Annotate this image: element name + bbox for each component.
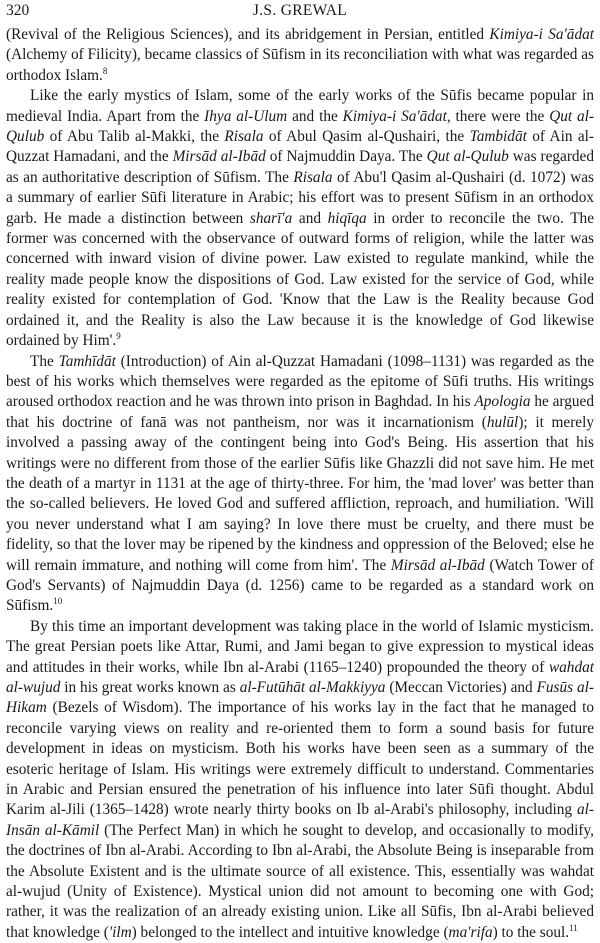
text-run: ) belonged to the intellect and intuitive knowledge ( xyxy=(131,923,449,941)
text-run: Like the early mystics of Islam, some of the early works of the Sūfis became popular in medieval India. Apart from the xyxy=(6,87,594,125)
text-run: was regarded as an authoritative description of Sūfism. The xyxy=(6,148,594,186)
text-run: , there were the xyxy=(446,107,550,125)
text-run: The xyxy=(30,352,59,370)
body-text xyxy=(6,25,594,943)
paragraph xyxy=(6,617,594,943)
italic-title: Qut al-Qulub xyxy=(426,148,509,166)
italic-title: Qut al-Qulub xyxy=(6,107,595,146)
italic-title: Ihya al-Ulum xyxy=(204,107,288,125)
text-run: (Revival of the Religious Sciences), and its abridgement in Persian, entitled xyxy=(6,26,490,43)
italic-title: Kimiya-i Sa'ādat xyxy=(342,107,447,125)
text-run: of Abu Talib al-Makki, the xyxy=(44,128,225,146)
text-run: of Ain al-Quzzat Hamadani, and the xyxy=(6,128,594,166)
text-run: in order to reconcile the two. The former was concerned with the observance of outward forms of religion, while the latter was concerned with inward vision of divine power. Law existed to regulate mankind, while the reality made people know the dispositions of God. Law existed for the service of God, while reality existed for contemplation of God. 'Know that the Law is the Reality because God ordained it, and the Reality is also the Law because it is the knowledge of God likewise ordained by Him'. xyxy=(6,209,594,350)
italic-title: Apologia xyxy=(474,393,531,411)
italic-title: Risala xyxy=(224,128,264,146)
italic-title: wahdat al-wujud xyxy=(6,658,594,696)
italic-title: Risala xyxy=(293,168,333,186)
italic-title: ma'rifa xyxy=(448,923,493,941)
italic-title: Tambidāt xyxy=(469,128,527,146)
paragraph xyxy=(6,86,594,351)
italic-title: Fusūs al-Hikam xyxy=(6,679,594,717)
page-header xyxy=(6,2,594,24)
text-run: (Watch Tower of God's Servants) of Najmuddin Daya (d. 1256) came to be regarded as a standard work on Sūfism. xyxy=(6,556,594,615)
text-run: ) to the soul. xyxy=(492,923,570,941)
text-run: in his great works known as xyxy=(60,679,240,696)
footnote-marker: 10 xyxy=(53,596,63,607)
text-run: ); it merely involved a passing away of the contingent being into God's Being. His assertion that his writings were no different from those of the earlier Sūfis like Ghazzli did not save him. He met the death of a martyr in 1131 at the age of thirty-three. For him, the 'mad lover' was better than the so-called believers. He loved God and suffered affliction, reproach, and humiliation. 'Will you never understand what I am saying? In love there must be cruelty, and there must be fidelity, so that the lover may be ripened by the kindness and oppression of the Beloved; else he will remain immature, and nothing will come from him'. The xyxy=(6,413,594,574)
paragraph xyxy=(6,25,594,86)
italic-title: hiqīqa xyxy=(327,209,367,227)
text-run: of Abu'l Qasim al-Qushairi (d. 1072) was a summary of earlier Sūfi literature in Arabic; his effort was to present Sūfism in an orthodox garb. He made a distinction between xyxy=(6,168,594,227)
text-run: and the xyxy=(287,107,343,125)
text-run: of Abul Qasim al-Qushairi, the xyxy=(263,128,470,146)
text-run: (The Perfect Man) in which he sought to develop, and occasionally to modify, the doctrines of Ibn al-Arabi. According to Ibn al-Arabi, the Absolute Being is inseparable from the Absolute Existent and is the ultimate source of all existence. This, essentially was wahdat al-wujud (Unity of Existence). Mystical union did not amount to becoming one with God; rather, it was the realization of an already existing union. Like all Sūfis, Ibn al-Arabi believed that knowledge ( xyxy=(6,821,594,941)
text-run: (Meccan Victories) and xyxy=(385,679,537,696)
text-run: of Najmuddin Daya. The xyxy=(265,148,427,166)
italic-title: sharī'a xyxy=(249,209,293,227)
footnote-marker: 11 xyxy=(569,922,578,933)
italic-title: al-Futūhāt al-Makkiyya xyxy=(239,679,386,696)
italic-title: al-Insān al-Kāmil xyxy=(6,801,594,839)
italic-title: hulūl xyxy=(486,413,519,431)
text-run: (Bezels of Wisdom). The importance of his works lay in the fact that he managed to reconcile varying views on reality and re-oriented them to form a sound basis for future development in ideas on mysticism. Both his works have been seen as a summary of the esoteric heritage of Islam. His writings were extremely difficult to understand. Commentaries in Arabic and Persian ensured the penetration of his influence into later Sūfi thought. Abdul Karim al-Jili (1365–1428) wrote nearly thirty books on Ib al-Arabi's philosophy, including xyxy=(6,699,594,819)
running-head: J.S. GREWAL xyxy=(252,2,348,19)
italic-title: Tamhīdāt xyxy=(58,352,116,370)
text-run: and xyxy=(292,209,328,227)
italic-title: Mirsād al-Ibād xyxy=(390,556,485,574)
italic-title: Kimiya-i Sa'ādat xyxy=(489,26,594,43)
text-run: he argued that his doctrine of fanā was not pantheism, nor was it incarnationism ( xyxy=(6,393,594,431)
text-run: (Introduction) of Ain al-Quzzat Hamadani (1098–1131) was regarded as the best of his works which themselves were regarded as the epitome of Sūfi truths. His writings aroused orthodox reaction and he was thrown into prison in Baghdad. In his xyxy=(6,352,594,411)
italic-title: 'ilm xyxy=(108,923,132,941)
page-number: 320 xyxy=(6,2,30,19)
footnote-marker: 8 xyxy=(102,65,108,76)
paragraph xyxy=(6,352,594,617)
text-run: By this time an important development was taking place in the world of Islamic mysticism. The great Persian poets like Attar, Rumi, and Jami began to give expression to mystical ideas and attitudes in their works, while Ibn al-Arabi (1165–1240) propounded the theory of xyxy=(6,617,594,676)
italic-title: Mirsād al-Ibād xyxy=(172,148,266,166)
text-run: (Alchemy of Filicity), became classics of Sūfism in its reconciliation with what was regarded as orthodox Islam. xyxy=(6,46,594,84)
footnote-marker: 9 xyxy=(116,331,121,342)
